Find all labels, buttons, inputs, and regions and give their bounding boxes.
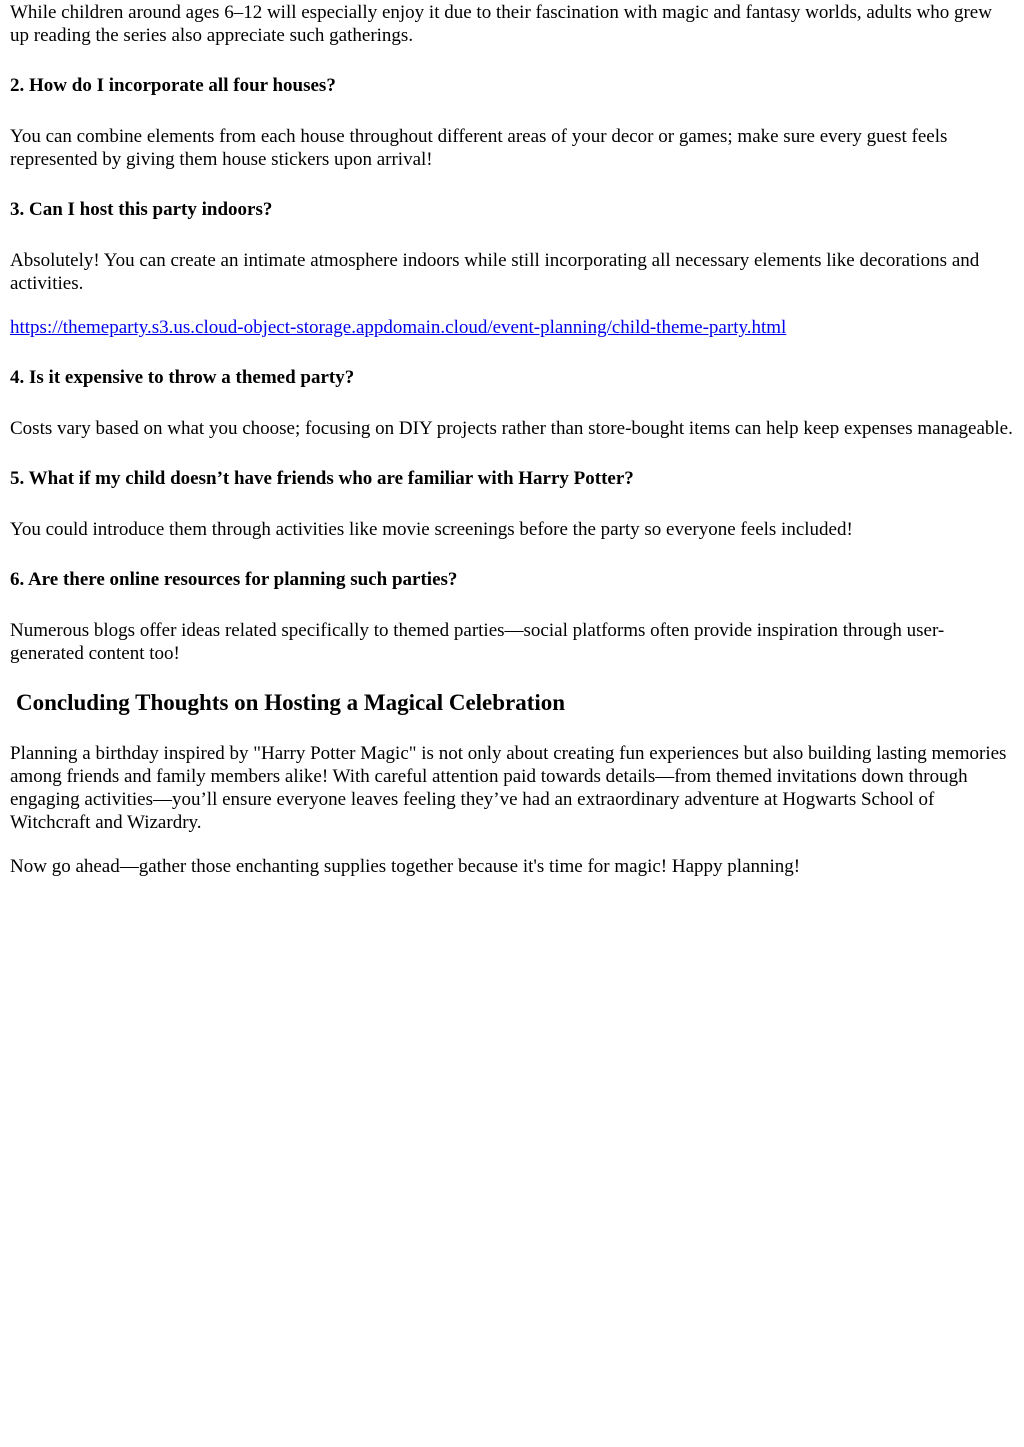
link-paragraph bbox=[10, 316, 1014, 339]
faq-question-expense: 4. Is it expensive to throw a themed party? bbox=[10, 367, 355, 388]
conclusion-heading: Concluding Thoughts on Hosting a Magical Celebration bbox=[16, 690, 566, 715]
faq-answer-houses: You can combine elements from each house throughout different areas of your decor or games; make sure every guest feels represented by giving them house stickers upon arrival! bbox=[10, 126, 948, 170]
article-body bbox=[0, 1, 1024, 878]
faq-answer-indoors: Absolutely! You can create an intimate atmosphere indoors while still incorporating all necessary elements like decorations and activities. bbox=[10, 250, 980, 294]
faq-question-resources: 6. Are there online resources for planning such parties? bbox=[10, 569, 458, 590]
faq-answer-expense: Costs vary based on what you choose; focusing on DIY projects rather than store-bought items can help keep expenses manageable. bbox=[10, 418, 1013, 439]
faq-answer-friends: You could introduce them through activities like movie screenings before the party so everyone feels included! bbox=[10, 519, 853, 540]
closing-paragraph: Now go ahead—gather those enchanting supplies together because it's time for magic! Happy planning! bbox=[10, 856, 801, 877]
faq-question-houses: 2. How do I incorporate all four houses? bbox=[10, 75, 336, 96]
faq-question-indoors: 3. Can I host this party indoors? bbox=[10, 199, 273, 220]
intro-paragraph: While children around ages 6–12 will especially enjoy it due to their fascination with magic and fantasy worlds, adults who grew up reading the series also appreciate such gatherings. bbox=[10, 2, 992, 46]
conclusion-paragraph: Planning a birthday inspired by "Harry Potter Magic" is not only about creating fun experiences but also building lasting memories among friends and family members alike! With careful attention paid towards details—from themed invitations down through engaging activities—you’ll ensure everyone leaves feeling they’ve had an extraordinary adventure at Hogwarts School of Witchcraft and Wizardry. bbox=[10, 743, 1007, 833]
faq-question-friends: 5. What if my child doesn’t have friends who are familiar with Harry Potter? bbox=[10, 468, 634, 489]
faq-answer-resources: Numerous blogs offer ideas related specifically to themed parties—social platforms often provide inspiration through user-generated content too! bbox=[10, 620, 945, 664]
theme-party-link[interactable]: https://themeparty.s3.us.cloud-object-storage.appdomain.cloud/event-planning/child-theme-party.html bbox=[10, 317, 787, 338]
